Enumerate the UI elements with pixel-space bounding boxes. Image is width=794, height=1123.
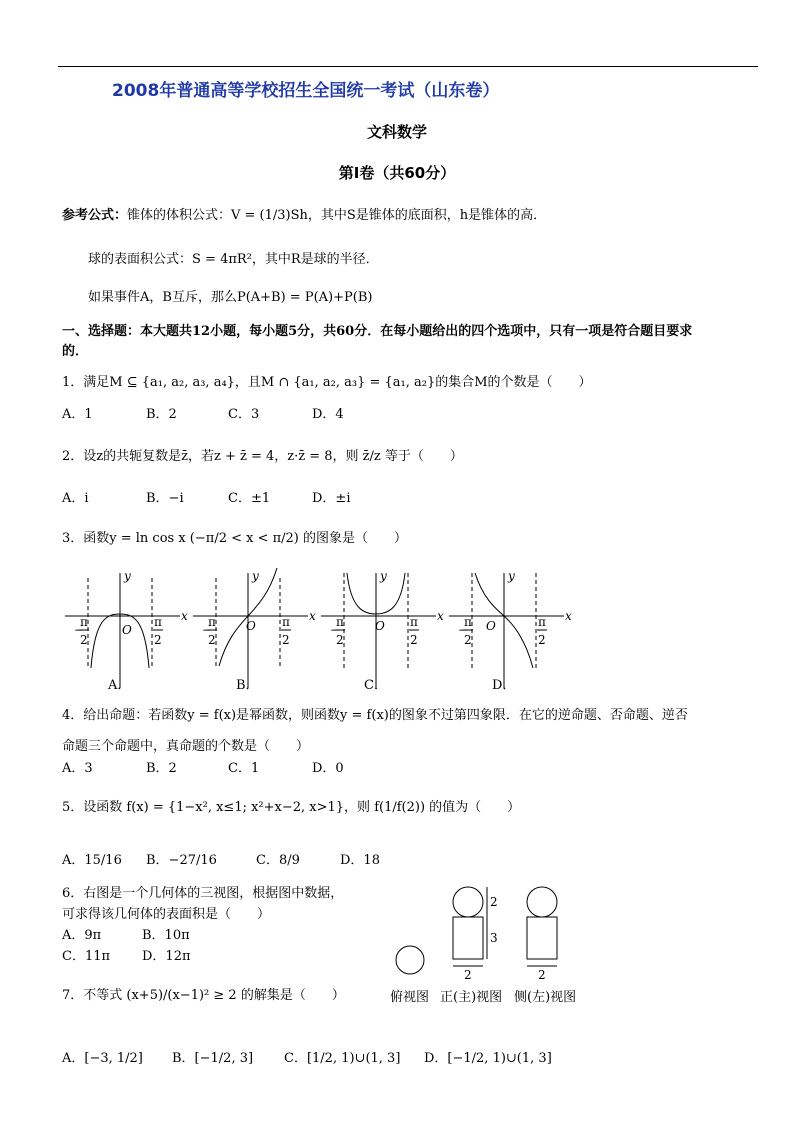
q2-option-a: A．i (62, 491, 89, 506)
graph-tick-minus: − (458, 623, 469, 637)
graph-a-x-label: x (181, 609, 188, 623)
graph-b-origin: O (246, 619, 256, 633)
question-4-stem-1: 4．给出命题：若函数y = f(x)是幂函数，则函数y = f(x)的图象不过第四象限．在它的逆命题、否命题、逆否 (62, 708, 688, 723)
q2-option-c: C．±1 (228, 491, 271, 506)
formula-cone-text: 锥体的体积公式：V = (1/3)Sh，其中S是锥体的底面积，h是锥体的高． (127, 208, 547, 223)
side-view (527, 887, 557, 966)
q7-option-a: A．[−3, 1/2] (62, 1051, 143, 1066)
q7-option-d: D．[−1/2, 1)∪(1, 3] (424, 1051, 552, 1066)
q4-option-c: C．1 (228, 761, 260, 776)
q4-option-b: B．2 (146, 761, 177, 776)
question-5-stem: 5．设函数 f(x) = {1−x², x≤1; x²+x−2, x>1}，则 f(1/f(2)) 的值为（ ） (62, 800, 521, 815)
graph-tick-two: 2 (80, 633, 88, 647)
graph-c-y-label: y (380, 569, 387, 583)
question-7-stem: 7．不等式 (x+5)/(x−1)² ≥ 2 的解集是（ ） (62, 988, 345, 1003)
q6-option-c: C．11π (62, 949, 111, 964)
question-1-stem: 1．满足M ⊆ {a₁, a₂, a₃, a₄}，且M ∩ {a₁, a₂, a₃} = {a₁, a₂}的集合M的个数是（ ） (62, 375, 592, 390)
q6-option-a: A．9π (62, 928, 102, 943)
graph-tick-two: 2 (410, 633, 418, 647)
formula-label: 参考公式： (62, 208, 128, 223)
q7-option-c: C．[1/2, 1)∪(1, 3] (284, 1051, 401, 1066)
q5-option-a: A．15/16 (62, 853, 122, 868)
graph-tick-pi: π (80, 615, 88, 629)
q1-option-c: C．3 (228, 407, 260, 422)
q5-option-c: C．8/9 (256, 853, 300, 868)
subject-title: 文科数学 (366, 123, 427, 141)
section-title: 第Ⅰ卷（共60分） (338, 164, 456, 182)
graph-b-y-label: y (252, 569, 259, 583)
top-view (396, 946, 424, 974)
graph-tick-pi: π (154, 615, 162, 629)
header-rule (58, 66, 758, 67)
formula-events: 如果事件A，B互斥，那么P(A+B) = P(A)+P(B) (88, 290, 373, 305)
graph-tick-two: 2 (464, 633, 472, 647)
q3-option-c: C． (364, 678, 387, 693)
dim-sphere-2: 2 (490, 895, 498, 909)
graph-tick-two: 2 (282, 633, 290, 647)
graph-a-origin: O (122, 623, 132, 637)
side-view-label: 侧(左)视图 (514, 990, 577, 1005)
q2-option-d: D．±i (312, 491, 351, 506)
graph-d-origin: O (486, 619, 496, 633)
dim-side-2: 2 (538, 968, 546, 982)
question-3-stem: 3．函数y = ln cos x (−π/2 < x < π/2) 的图象是（ ） (62, 531, 408, 546)
graph-tick-pi: π (336, 615, 344, 629)
q2-option-b: B．−i (146, 491, 184, 506)
q3-option-d: D． (492, 678, 516, 693)
q6-option-d: D．12π (142, 949, 191, 964)
q7-option-b: B．[−1/2, 3] (172, 1051, 254, 1066)
q6-option-b: B．10π (142, 928, 190, 943)
part1-heading-1: 一、选择题：本大题共12小题，每小题5分，共60分．在每小题给出的四个选项中，只有一项是符合题目要求 (62, 324, 693, 339)
exam-title: 2008年普通高等学校招生全国统一考试（山东卷） (112, 81, 500, 101)
q4-option-a: A．3 (62, 761, 93, 776)
graph-tick-pi: π (282, 615, 290, 629)
question-6-stem-2: 可求得该几何体的表面积是（ ） (62, 907, 271, 922)
q3-option-b: B． (236, 678, 259, 693)
graph-tick-two: 2 (336, 633, 344, 647)
front-view (453, 887, 487, 966)
graph-tick-two: 2 (538, 633, 546, 647)
q5-option-d: D．18 (340, 853, 380, 868)
question-6-stem-1: 6．右图是一个几何体的三视图，根据图中数据， (62, 886, 344, 901)
front-view-label: 正(主)视图 (440, 990, 503, 1005)
formula-cone (62, 204, 546, 223)
q1-option-a: A．1 (62, 407, 93, 422)
graph-c-origin: O (375, 619, 385, 633)
graph-tick-pi: π (410, 615, 418, 629)
dim-front-2: 2 (464, 968, 472, 982)
question-4-stem-2: 命题三个命题中，真命题的个数是（ ） (62, 739, 310, 754)
graph-a-y-label: y (124, 569, 131, 583)
graph-tick-minus: − (330, 623, 341, 637)
graph-tick-pi: π (208, 615, 216, 629)
graph-tick-two: 2 (208, 633, 216, 647)
graph-b-x-label: x (309, 609, 316, 623)
graph-d-y-label: y (508, 569, 515, 583)
q4-option-d: D．0 (312, 761, 344, 776)
q5-option-b: B．−27/16 (146, 853, 217, 868)
q3-option-a: A． (108, 678, 131, 693)
dim-height-3: 3 (490, 931, 498, 945)
formula-sphere: 球的表面积公式：S = 4πR²，其中R是球的半径． (88, 252, 379, 267)
graph-tick-pi: π (464, 615, 472, 629)
graph-d-x-label: x (565, 609, 572, 623)
q1-option-d: D．4 (312, 407, 344, 422)
graph-c-x-label: x (437, 609, 444, 623)
graph-tick-minus: − (74, 623, 85, 637)
question-2-stem: 2．设z的共轭复数是z̄，若z + z̄ = 4，z·z̄ = 8，则 z̄/z 等于（ ） (62, 449, 463, 464)
top-view-label: 俯视图 (390, 990, 430, 1005)
graph-tick-pi: π (538, 615, 546, 629)
graph-tick-minus: − (202, 623, 213, 637)
graph-tick-two: 2 (154, 633, 162, 647)
q1-option-b: B．2 (146, 407, 177, 422)
part1-heading-2: 的． (62, 344, 89, 359)
